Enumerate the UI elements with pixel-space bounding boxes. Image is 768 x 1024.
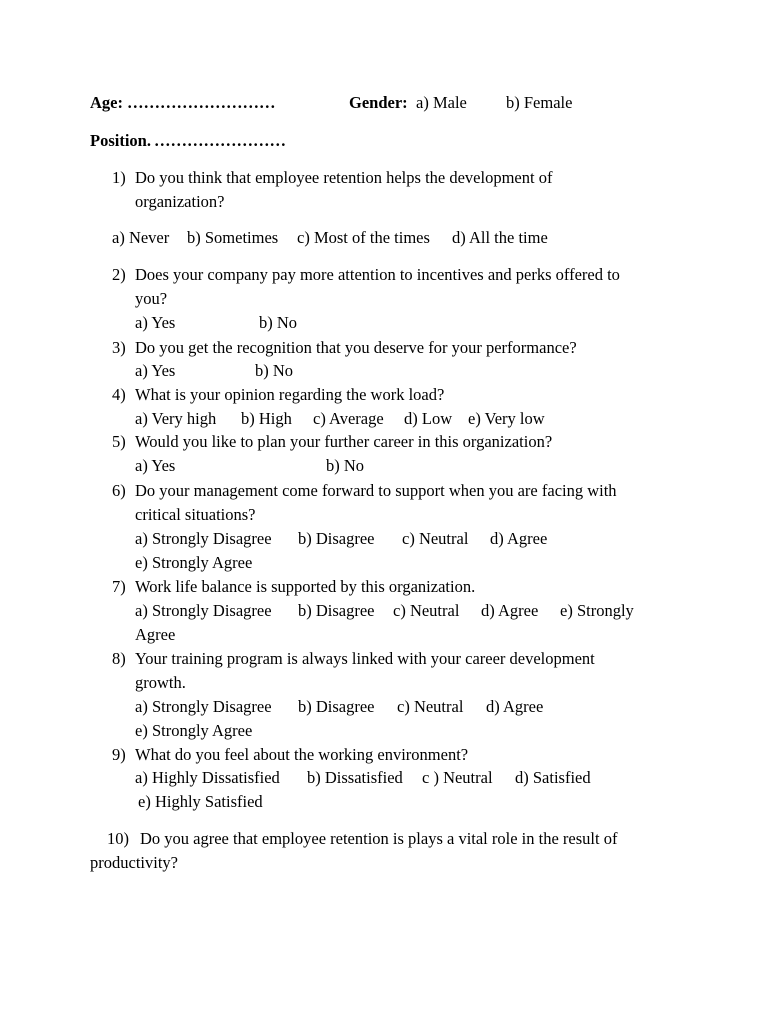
question-10-text-line-2: productivity? xyxy=(90,853,178,872)
question-7-option-b: b) Disagree xyxy=(298,601,375,620)
question-5-option-a: a) Yes xyxy=(135,456,176,475)
question-2-text-line-2: you? xyxy=(135,289,168,308)
question-1-option-a: a) Never xyxy=(112,228,170,247)
question-3-option-b: b) No xyxy=(255,361,294,380)
gender-option-male: a) Male xyxy=(416,93,467,112)
question-6-text-line-2: critical situations? xyxy=(135,505,256,524)
question-1-option-c: c) Most of the times xyxy=(297,228,430,247)
question-8-option-a: a) Strongly Disagree xyxy=(135,697,272,716)
question-4-option-e: e) Very low xyxy=(468,409,545,428)
question-8-option-b: b) Disagree xyxy=(298,697,375,716)
question-4-option-a: a) Very high xyxy=(135,409,217,428)
question-6-option-e: e) Strongly Agree xyxy=(135,553,253,572)
question-7-option-a: a) Strongly Disagree xyxy=(135,601,272,620)
question-6-option-c: c) Neutral xyxy=(402,529,469,548)
question-7-option-e-cont: Agree xyxy=(135,625,176,644)
question-1-option-b: b) Sometimes xyxy=(187,228,279,247)
age-dots: ……………………… xyxy=(127,93,276,112)
question-9-option-e: e) Highly Satisfied xyxy=(138,792,263,811)
question-6-number: 6) xyxy=(112,481,126,500)
question-9-option-b: b) Dissatisfied xyxy=(307,768,403,787)
question-4-number: 4) xyxy=(112,385,126,404)
question-3-option-a: a) Yes xyxy=(135,361,176,380)
question-7-option-d: d) Agree xyxy=(481,601,539,620)
question-8-text-line-1: Your training program is always linked with your career development xyxy=(135,649,595,668)
question-6-option-b: b) Disagree xyxy=(298,529,375,548)
question-8-option-d: d) Agree xyxy=(486,697,544,716)
question-9-text-line-1: What do you feel about the working environment? xyxy=(135,745,469,764)
gender-option-female: b) Female xyxy=(506,93,573,112)
question-6-option-d: d) Agree xyxy=(490,529,548,548)
question-9-option-d: d) Satisfied xyxy=(515,768,591,787)
question-4-option-c: c) Average xyxy=(313,409,384,428)
question-7-option-e: e) Strongly xyxy=(560,601,634,620)
question-1-text-line-1: Do you think that employee retention helps the development of xyxy=(135,168,553,187)
question-2-number: 2) xyxy=(112,265,126,284)
question-10-text-line-1: Do you agree that employee retention is plays a vital role in the result of xyxy=(140,829,618,848)
question-3-text-line-1: Do you get the recognition that you deserve for your performance? xyxy=(135,338,577,357)
question-1-option-d: d) All the time xyxy=(452,228,548,247)
question-8-option-e: e) Strongly Agree xyxy=(135,721,253,740)
question-5-option-b: b) No xyxy=(326,456,365,475)
question-4-option-b: b) High xyxy=(241,409,292,428)
gender-label: Gender: xyxy=(349,93,408,112)
age-label: Age: xyxy=(90,93,123,112)
question-7-option-c: c) Neutral xyxy=(393,601,460,620)
question-2-option-b: b) No xyxy=(259,313,298,332)
question-4-option-d: d) Low xyxy=(404,409,453,428)
question-2-text-line-1: Does your company pay more attention to incentives and perks offered to xyxy=(135,265,620,284)
question-2-option-a: a) Yes xyxy=(135,313,176,332)
question-7-number: 7) xyxy=(112,577,126,596)
position-dots: …………………… xyxy=(154,131,286,150)
position-label: Position. xyxy=(90,131,151,150)
question-10-number: 10) xyxy=(107,829,129,848)
question-3-number: 3) xyxy=(112,338,126,357)
question-9-option-c: c ) Neutral xyxy=(422,768,493,787)
question-6-text-line-1: Do your management come forward to support when you are facing with xyxy=(135,481,617,500)
question-7-text-line-1: Work life balance is supported by this organization. xyxy=(135,577,476,596)
question-9-number: 9) xyxy=(112,745,126,764)
question-5-number: 5) xyxy=(112,432,126,451)
question-8-option-c: c) Neutral xyxy=(397,697,464,716)
question-4-text-line-1: What is your opinion regarding the work load? xyxy=(135,385,445,404)
question-9-option-a: a) Highly Dissatisfied xyxy=(135,768,280,787)
question-5-text-line-1: Would you like to plan your further career in this organization? xyxy=(135,432,553,451)
question-6-option-a: a) Strongly Disagree xyxy=(135,529,272,548)
question-8-text-line-2: growth. xyxy=(135,673,186,692)
question-1-text-line-2: organization? xyxy=(135,192,225,211)
question-1-number: 1) xyxy=(112,168,126,187)
question-8-number: 8) xyxy=(112,649,126,668)
